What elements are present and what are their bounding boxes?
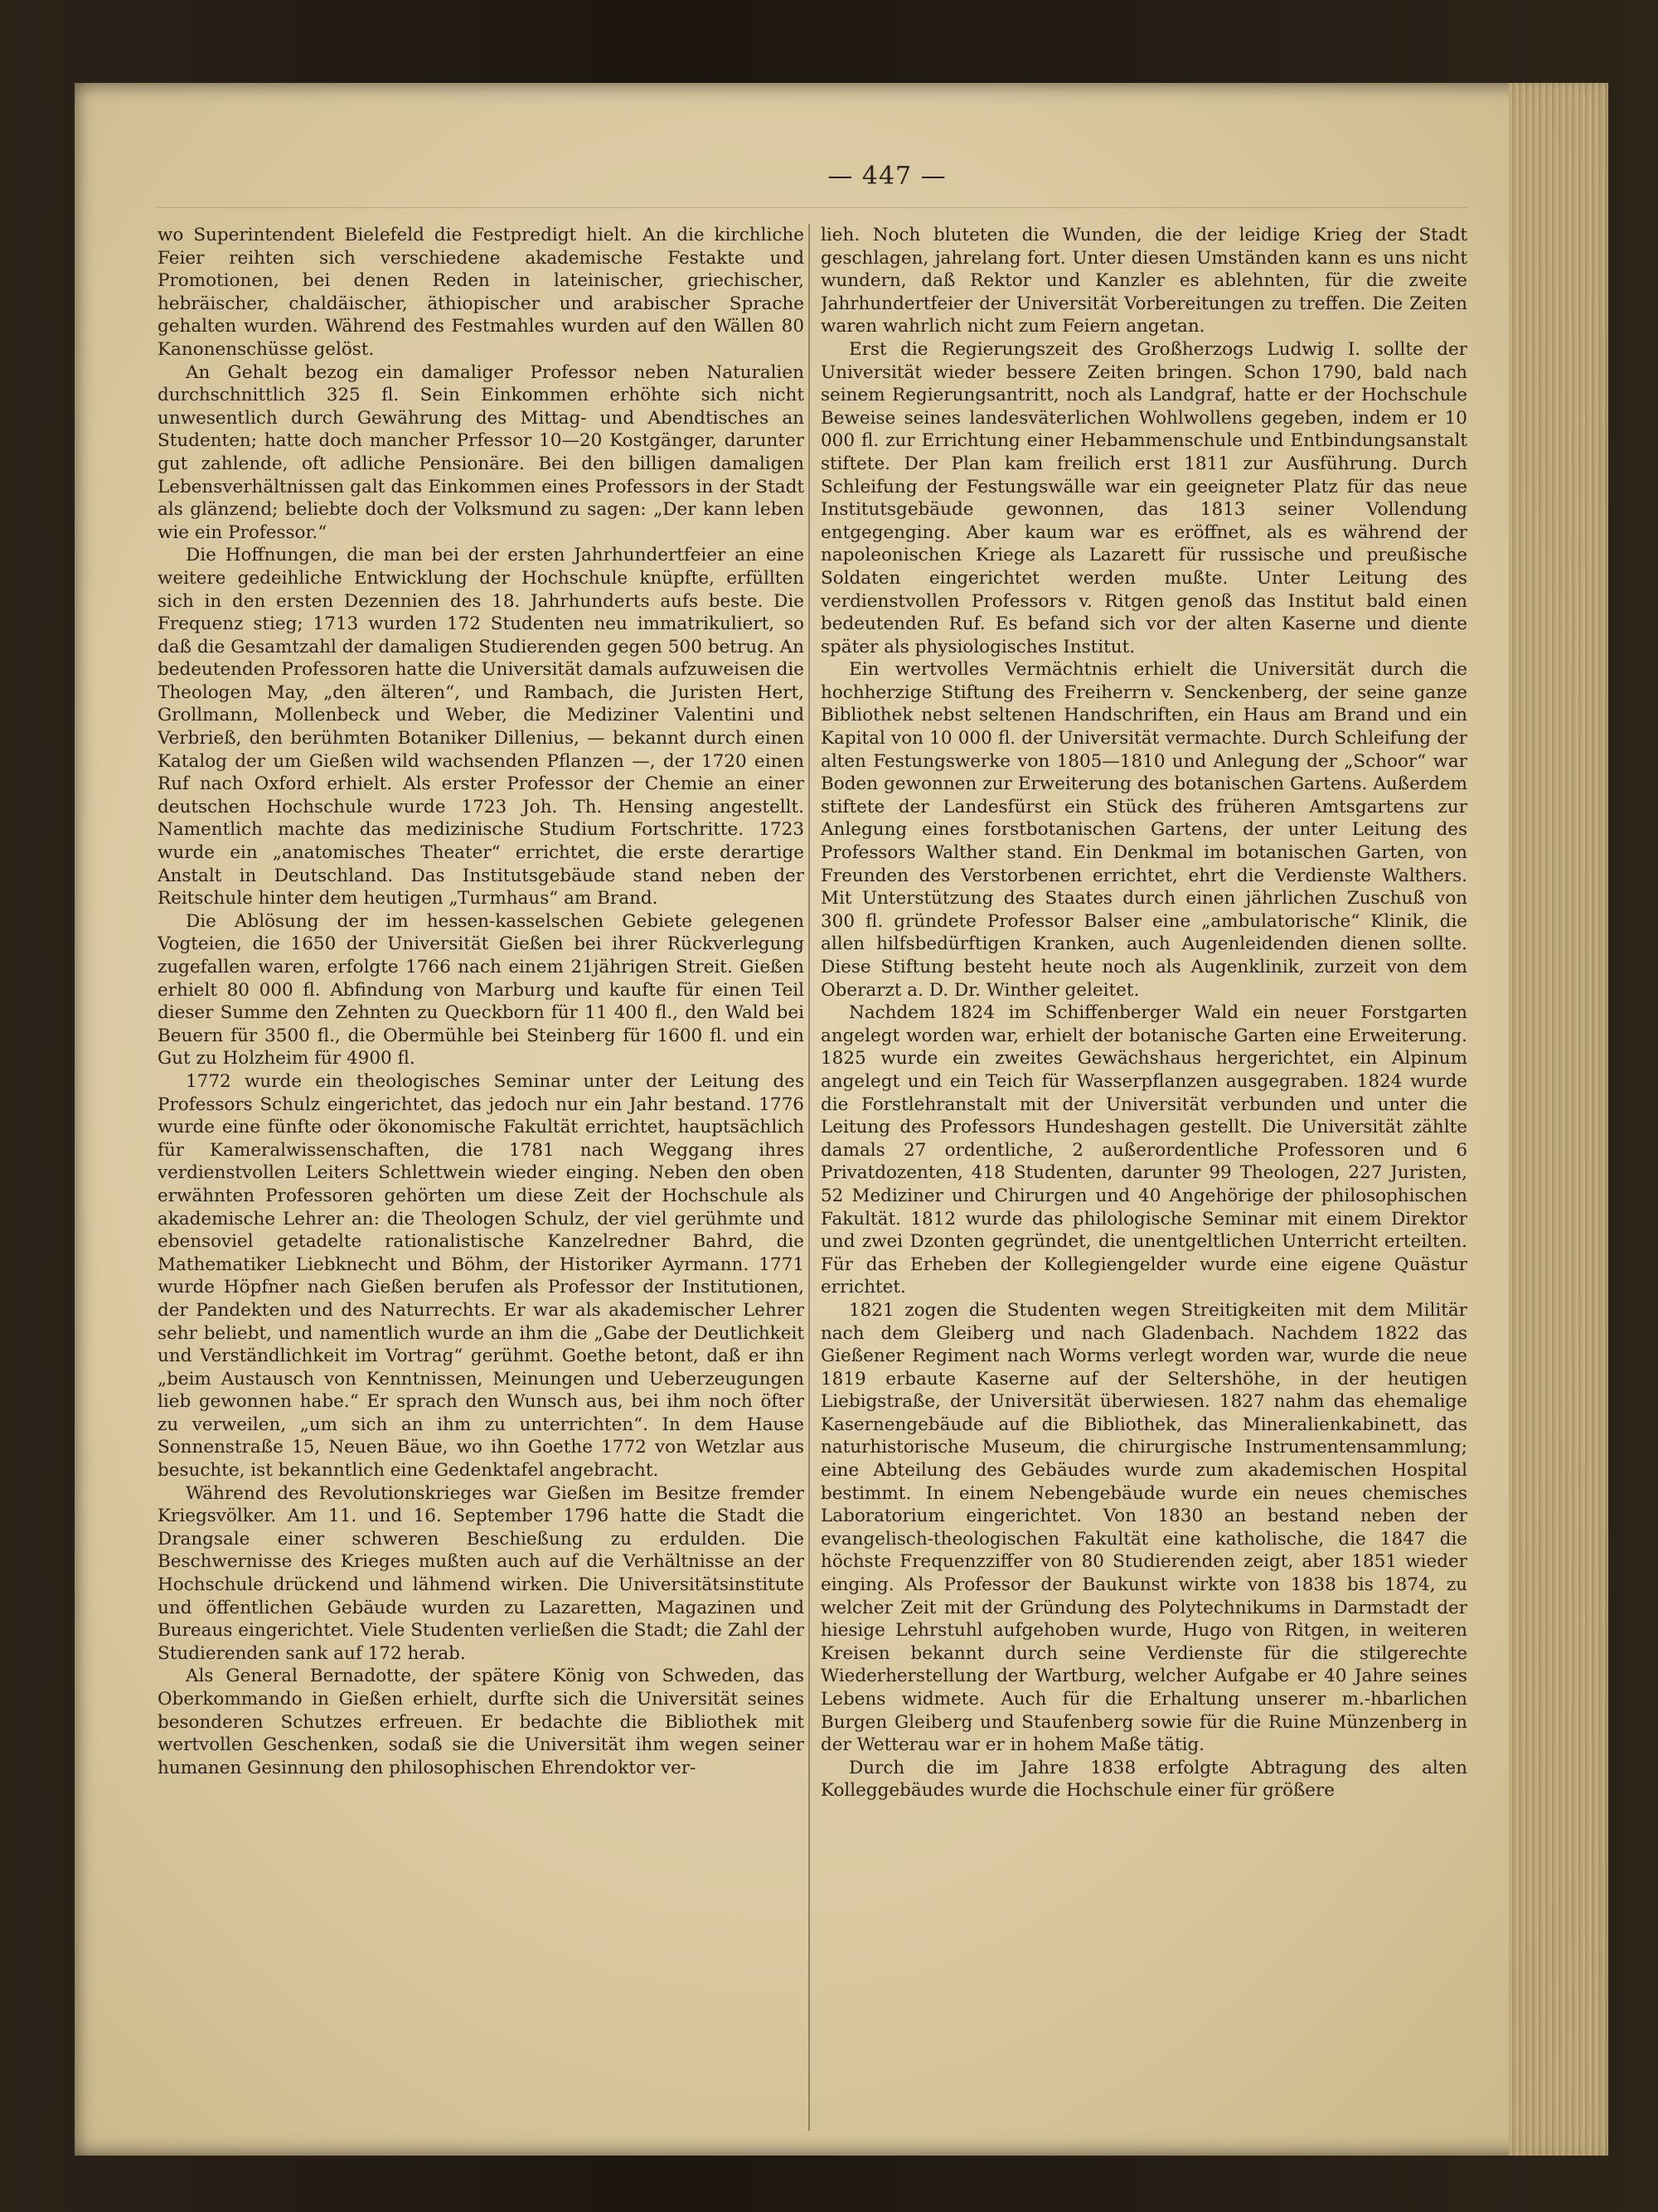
book-page xyxy=(75,83,1608,2156)
paragraph: Erst die Regierungszeit des Großherzogs Ludwig I. sollte der Universität wieder bessere Zeiten bringen. Schon 1790, bald nach seinem Regierungsantritt, noch als Landgraf, hatte er der Hochschule Beweise seines landesväterlichen Wohlwollens gegeben, indem er 10 000 fl. zur Errichtung einer Hebammenschule und Entbindungsanstalt stiftete. Der Plan kam freilich erst 1811 zur Ausführung. Durch Schleifung der Festungswälle war ein geeigneter Platz für das neue Institutsgebäude gewonnen, das 1813 seiner Vollendung entgegenging. Aber kaum war es eröffnet, als es während der napoleonischen Kriege als Lazarett für russische und preußische Soldaten eingerichtet werden mußte. Unter Leitung des verdienstvollen Professors v. Ritgen genoß das Institut bald einen bedeutenden Ruf. Es befand sich vor der alten Kaserne und diente später als physiologisches Institut. xyxy=(821,338,1467,657)
column-divider xyxy=(808,224,810,2131)
paragraph: Die Hoffnungen, die man bei der ersten Jahrhundertfeier an eine weitere gedeihliche Entwicklung der Hochschule knüpfte, erfüllten sich in den ersten Dezennien des 18. Jahrhunderts aufs beste. Die Frequenz stieg; 1713 wurden 172 Studenten neu immatrikuliert, so daß die Gesamtzahl der damaligen Studierenden gegen 500 betrug. An bedeutenden Professoren hatte die Universität damals aufzuweisen die Theologen May, „den älteren“, und Rambach, die Juristen Hert, Grollmann, Mollenbeck und Weber, die Mediziner Valentini und Verbrieß, den berühmten Botaniker Dillenius, — bekannt durch einen Katalog der um Gießen wild wachsenden Pflanzen —, der 1720 einen Ruf nach Oxford erhielt. Als erster Professor der Chemie an einer deutschen Hochschule wurde 1723 Joh. Th. Hensing angestellt. Namentlich machte das medizinische Studium Fortschritte. 1723 wurde ein „anatomisches Theater“ errichtet, die erste derartige Anstalt in Deutschland. Das Institutsgebäude stand neben der Reitschule hinter dem heutigen „Turmhaus“ am Brand. xyxy=(158,545,804,910)
paragraph: Durch die im Jahre 1838 erfolgte Abtragung des alten Kolleggebäudes wurde die Hochschule einer für größere xyxy=(821,1757,1467,1802)
right-column xyxy=(821,224,1467,2131)
paragraph: Als General Bernadotte, der spätere König von Schweden, das Oberkommando in Gießen erhielt, durfte sich die Universität seines besonderen Schutzes erfreuen. Er bedachte die Bibliothek mit wertvollen Geschenken, sodaß sie die Universität ihm wegen seiner humanen Gesinnung den philosophischen Ehrendoktor ver- xyxy=(158,1666,804,1778)
paragraph: lieh. Noch bluteten die Wunden, die der leidige Krieg der Stadt geschlagen, jahrelang fort. Unter diesen Umständen kann es uns nicht wundern, daß Rektor und Kanzler es ablehnten, für die zweite Jahrhundertfeier der Universität Vorbereitungen zu treffen. Die Zeiten waren wahrlich nicht zum Feiern angetan. xyxy=(821,225,1467,337)
paragraph: An Gehalt bezog ein damaliger Professor neben Naturalien durchschnittlich 325 fl. Sein Einkommen erhöhte sich nicht unwesentlich durch Gewährung des Mittag- und Abendtisches an Studenten; hatte doch mancher Prfessor 10—20 Kostgänger, darunter gut zahlende, oft adliche Pensionäre. Bei den billigen damaligen Lebensverhältnissen galt das Einkommen eines Professors in der Stadt als glänzend; beliebte doch der Volksmund zu sagen: „Der kann leben wie ein Professor.“ xyxy=(158,361,804,543)
paragraph: 1821 zogen die Studenten wegen Streitigkeiten mit dem Militär nach dem Gleiberg und nach Gladenbach. Nachdem 1822 das Gießener Regiment nach Worms verlegt worden war, wurde die neue 1819 erbaute Kaserne auf der Seltershöhe, in der heutigen Liebigstraße, der Universität überwiesen. 1827 nahm das ehemalige Kasernengebäude auf die Bibliothek, das Mineralienkabinett, das naturhistorische Museum, die chirurgische Instrumentensammlung; eine Abteilung des Gebäudes wurde zum akademischen Hospital bestimmt. In einem Nebengebäude wurde ein neues chemisches Laboratorium eingerichtet. Von 1830 an bestand neben der evangelisch-theologischen Fakultät eine katholische, die 1847 die höchste Frequenzziffer von 80 Studierenden zeigt, aber 1851 wieder einging. Als Professor der Baukunst wirkte von 1838 bis 1874, zu welcher Zeit mit der Gründung des Polytechnikums in Darmstadt der hiesige Lehrstuhl aufgehoben wurde, Hugo von Ritgen, in weiteren Kreisen bekannt durch seine Verdienste für die stilgerechte Wiederherstellung der Wartburg, welcher Aufgabe er 40 Jahre seines Lebens widmete. Auch für die Erhaltung unserer m.-hbarlichen Burgen Gleiberg und Staufenberg sowie für die Ruine Münzenberg in der Wetterau war er in hohem Maße tätig. xyxy=(821,1299,1467,1756)
paragraph: Während des Revolutionskrieges war Gießen im Besitze fremder Kriegsvölker. Am 11. und 16. September 1796 hatte die Stadt die Drangsale einer schweren Beschießung zu erdulden. Die Beschwernisse des Krieges mußten auch auf die Verhältnisse an der Hochschule drückend und lähmend wirken. Die Universitätsinstitute und öffentlichen Gebäude wurden zu Lazaretten, Magazinen und Bureaus eingerichtet. Viele Studenten verließen die Stadt; die Zahl der Studierenden sank auf 172 herab. xyxy=(158,1482,804,1664)
paragraph: Die Ablösung der im hessen-kasselschen Gebiete gelegenen Vogteien, die 1650 der Universität Gießen bei ihrer Rückverlegung zugefallen waren, erfolgte 1766 nach einem 21jährigen Streit. Gießen erhielt 80 000 fl. Abfindung von Marburg und kaufte für einen Teil dieser Summe den Zehnten zu Queckborn für 11 400 fl., den Wald bei Beuern für 3500 fl., die Obermühle bei Steinberg für 1600 fl. und ein Gut zu Holzheim für 4900 fl. xyxy=(158,910,804,1070)
paragraph: wo Superintendent Bielefeld die Festpredigt hielt. An die kirchliche Feier reihten sich verschiedene akademische Festakte und Promotionen, bei denen Reden in lateinischer, griechischer, hebräischer, chaldäischer, äthiopischer und arabischer Sprache gehalten wurden. Während des Festmahles wurden auf den Wällen 80 Kanonenschüsse gelöst. xyxy=(158,225,804,360)
left-column xyxy=(158,224,804,2131)
paragraph: 1772 wurde ein theologisches Seminar unter der Leitung des Professors Schulz eingerichtet, das jedoch nur ein Jahr bestand. 1776 wurde eine fünfte oder ökonomische Fakultät errichtet, hauptsächlich für Kameralwissenschaften, die 1781 nach Weggang ihres verdienstvollen Leiters Schlettwein wieder einging. Neben den oben erwähnten Professoren gehörten um diese Zeit der Hochschule als akademische Lehrer an: die Theologen Schulz, der viel gerühmte und ebensoviel getadelte rationalistische Kanzelredner Bahrd, die Mathematiker Liebknecht und Böhm, der Historiker Ayrmann. 1771 wurde Höpfner nach Gießen berufen als Professor der Institutionen, der Pandekten und des Naturrechts. Er war als akademischer Lehrer sehr beliebt, und namentlich wurde an ihm die „Gabe der Deutlichkeit und Verständlichkeit im Vortrag“ gerühmt. Goethe betont, daß er ihn „beim Austausch von Kenntnissen, Meinungen und Ueberzeugungen lieb gewonnen habe.“ Er sprach den Wunsch aus, bei ihm noch öfter zu verweilen, „um sich an ihm zu unterrichten“. In dem Hause Sonnenstraße 15, Neuen Bäue, wo ihn Goethe 1772 von Wetzlar aus besuchte, ist bekanntlich eine Gedenktafel angebracht. xyxy=(158,1070,804,1482)
paragraph: Nachdem 1824 im Schiffenberger Wald ein neuer Forstgarten angelegt worden war, erhielt der botanische Garten eine Erweiterung. 1825 wurde ein zweites Gewächshaus hergerichtet, ein Alpinum angelegt und ein Teich für Wasserpflanzen ausgegraben. 1824 wurde die Forstlehranstalt mit der Universität verbunden und unter die Leitung des Professors Hundeshagen gestellt. Die Universität zählte damals 27 ordentliche, 2 außerordentliche Professoren und 6 Privatdozenten, 418 Studenten, darunter 99 Theologen, 227 Juristen, 52 Mediziner und Chirurgen und 40 Angehörige der philosophischen Fakultät. 1812 wurde das philologische Seminar mit einem Direktor und zwei Dzonten gegründet, die unentgeltlichen Unterricht erteilten. Für das Erheben der Kollegiengelder wurde eine eigene Quästur errichtet. xyxy=(821,1002,1467,1298)
header-rule xyxy=(158,207,1467,208)
paragraph: Ein wertvolles Vermächtnis erhielt die Universität durch die hochherzige Stiftung des Freiherrn v. Senckenberg, der seine ganze Bibliothek nebst seltenen Handschriften, ein Haus am Brand und ein Kapital von 10 000 fl. der Universität vermachte. Durch Schleifung der alten Festungswerke von 1805—1810 und Anlegung der „Schoor“ war Boden gewonnen zur Erweiterung des botanischen Gartens. Außerdem stiftete der Landesfürst ein Stück des früheren Amtsgartens zur Anlegung eines forstbotanischen Gartens, der unter Leitung des Professors Walther stand. Ein Denkmal im botanischen Garten, von Freunden des Verstorbenen errichtet, ehrt die Verdienste Walthers. Mit Unterstützung des Staates durch einen jährlichen Zuschuß von 300 fl. gründete Professor Balser eine „ambulatorische“ Klinik, die allen hilfsbedürftigen Kranken, auch Augenleidenden dienen sollte. Diese Stiftung besteht heute noch als Augenklinik, zurzeit von dem Oberarzt a. D. Dr. Winther geleitet. xyxy=(821,659,1467,1001)
page-number: — 447 — xyxy=(827,162,947,191)
page-edge-stack xyxy=(1509,83,1608,2156)
